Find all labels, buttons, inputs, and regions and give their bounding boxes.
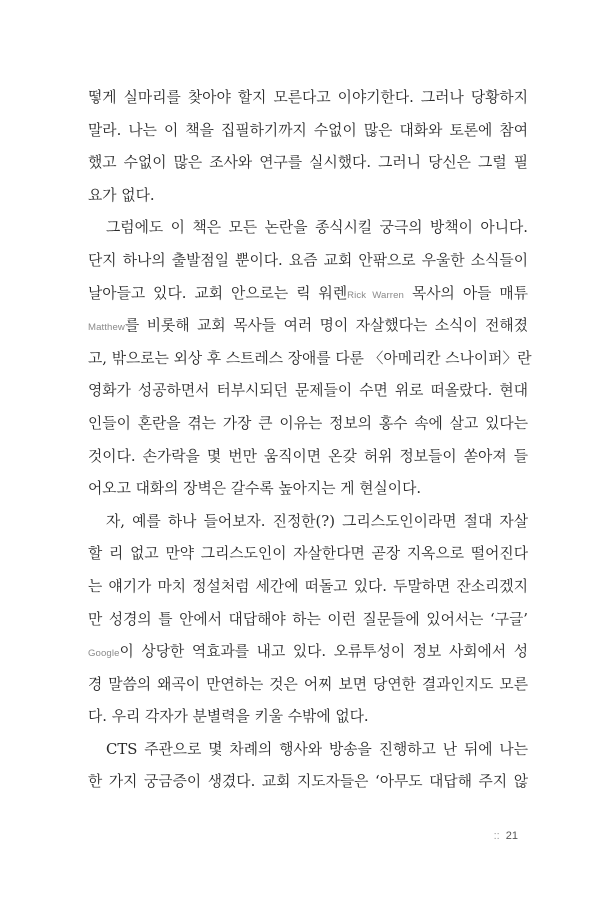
body-text bbox=[88, 82, 532, 799]
text-line: 단지 하나의 출발점일 뿐이다. 요즘 교회 안팎으로 우울한 소식들이 bbox=[88, 251, 528, 269]
text-line: CTS 주관으로 몇 차례의 행사와 방송을 진행하고 난 뒤에 나는 bbox=[106, 740, 528, 758]
text-line bbox=[88, 636, 528, 669]
text-line: 그럼에도 이 책은 모든 논란을 종식시킬 궁극의 방책이 아니다. bbox=[106, 219, 528, 237]
text-segment: 를 비롯해 교회 목사들 여러 명이 자살했다는 소식이 전해졌 bbox=[124, 317, 528, 335]
text-line: 는 얘기가 마치 정설처럼 세간에 떠돌고 있다. 두말하면 잔소리겠지 bbox=[88, 577, 528, 595]
text-line: 요가 없다. bbox=[88, 186, 155, 204]
folio-mark: :: bbox=[493, 830, 500, 842]
text-line: 영화가 성공하면서 터부시되던 문제들이 수면 위로 떠올랐다. 현대 bbox=[88, 382, 528, 400]
text-segment: 이 상당한 역효과를 내고 있다. 오류투성이 정보 사회에서 성 bbox=[119, 643, 528, 661]
text-line: 한 가지 궁금증이 생겼다. 교회 지도자들은 ‘아무도 대답해 주지 않 bbox=[88, 773, 528, 791]
text-line: 떻게 실마리를 찾아야 할지 모른다고 이야기한다. 그러나 당황하지 bbox=[88, 89, 528, 106]
latin-gloss: Google bbox=[88, 648, 120, 660]
text-line: 어오고 대화의 장벽은 갈수록 높아지는 게 현실이다. bbox=[88, 480, 422, 498]
text-line: 했고 수없이 많은 조사와 연구를 실시했다. 그러니 당신은 그럴 필 bbox=[88, 154, 528, 172]
latin-gloss: Rick Warren bbox=[347, 289, 404, 301]
page-number bbox=[494, 830, 518, 842]
text-line: 인들이 혼란을 겪는 가장 큰 이유는 정보의 홍수 속에 살고 있다는 bbox=[88, 414, 528, 432]
text-line: 말라. 나는 이 책을 집필하기까지 수없이 많은 대화와 토론에 참여 bbox=[88, 121, 528, 139]
text-line: 만 성경의 틀 안에서 대답해야 하는 이런 질문들에 있어서는 ‘구글’ bbox=[88, 610, 528, 628]
text-line: 자, 예를 하나 들어보자. 진정한(?) 그리스도인이라면 절대 자살 bbox=[106, 512, 528, 530]
text-line: 할 리 없고 만약 그리스도인이 자살한다면 곧장 지옥으로 떨어진다 bbox=[88, 545, 528, 563]
page-number-value: 21 bbox=[505, 830, 518, 842]
text-segment: 목사의 아들 매튜 bbox=[403, 284, 528, 302]
text-line bbox=[88, 278, 528, 311]
text-line bbox=[88, 310, 528, 343]
text-segment: 날아들고 있다. 교회 안으로는 릭 워렌 bbox=[88, 284, 348, 302]
text-line: 경 말씀의 왜곡이 만연하는 것은 어찌 보면 당연한 결과인지도 모른 bbox=[88, 675, 528, 693]
text-line: 고, 밖으로는 외상 후 스트레스 장애를 다룬 〈아메리칸 스나이퍼〉란 bbox=[88, 349, 532, 367]
latin-gloss: Matthew bbox=[88, 322, 125, 334]
text-line: 다. 우리 각자가 분별력을 키울 수밖에 없다. bbox=[88, 708, 369, 726]
text-line: 것이다. 손가락을 몇 번만 움직이면 온갖 허위 정보들이 쏟아져 들 bbox=[88, 447, 528, 465]
